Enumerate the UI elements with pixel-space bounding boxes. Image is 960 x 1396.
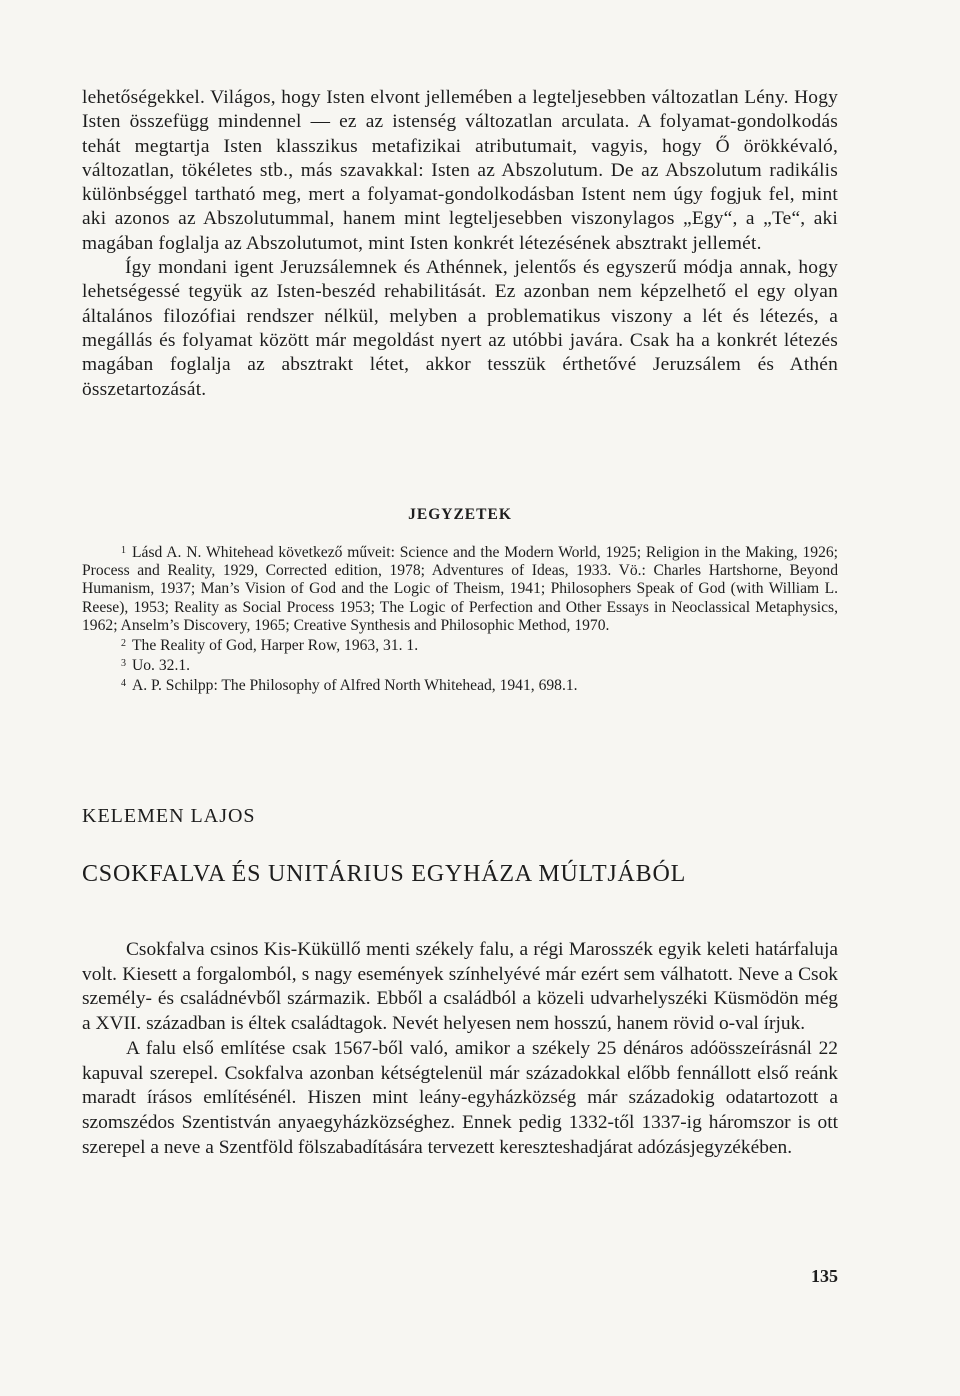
- paragraph: Így mondani igent Jeruzsálemnek és Athénnek, jelentős és egyszerű módja annak, hogy lehetségessé tegyük az Isten-beszéd rehabilitását. Ez azonban nem képzelhető el egy olyan általános filozófiai rendszer nélkül, melyben a problematikus viszony a lét és létezés, a megállás és folyamat között már megoldást nyert az utóbbi javára. Csak ha a konkrét létezés magában foglalja az absztrakt létet, akkor tesszük érthetővé Jeruzsálem és Athén összetartozását.: [82, 257, 838, 400]
- article-body: [82, 938, 838, 1160]
- top-section: [82, 86, 838, 402]
- article-title: CSOKFALVA ÉS UNITÁRIUS EGYHÁZA MÚLTJÁBÓL: [82, 861, 687, 887]
- note-item: [82, 635, 838, 655]
- note-number: 3: [121, 658, 126, 670]
- paragraph: A falu első említése csak 1567-ből való, amikor a székely 25 dénáros adóösszeírásnál 22 kapuval szerepel. Csokfalva azonban kétségtelenül már századokkal előbb fennállott első reánk maradt írásos említésénél. Hiszen mint leány-egyházközség már századokig odatartozott a szomszédos Szentistván anyaegyházközséghez. Ennek pedig 1332-től 1337-ig háromszor is ott szerepel a neve a Szentföld fölszabadítására tervezett kereszteshadjárat adózásjegyzékében.: [82, 1037, 838, 1158]
- note-number: 2: [121, 638, 126, 650]
- note-number: 4: [121, 678, 126, 690]
- note-number: 1: [121, 545, 126, 556]
- note-item: [82, 542, 838, 635]
- note-text: Lásd A. N. Whitehead következő műveit: Science and the Modern World, 1925; Religion in the Making, 1926; Process and Reality, 1929, Corrected edition, 1978; Adventures of Ideas, 1933. Vö.: Charles Hartshorne, Beyond Humanism, 1937; Man’s Vision of God and the Logic of Theism, 1941; Philosophers Speak of God (with William L. Reese), 1953; Reality as Social Process 1953; The Logic of Perfection and Other Essays in Neoclassical Metaphysics, 1962; Anselm’s Discovery, 1965; Creative Synthesis and Philosophic Method, 1970.: [82, 544, 838, 634]
- paragraph: lehetőségekkel. Világos, hogy Isten elvont jellemében a legteljesebben változatlan Lény. Hogy Isten összefügg mindennel — ez az istenség változatlan arculata. A folyamat-gondolkodás tehát megtartja Isten klasszikus metafizikai atributumait, vagyis, hogy Ő örökkévaló, változatlan, tökéletes stb., más szavakkal: Isten az Abszolutum. De az Abszolutum radikális különbséggel tartható meg, mert a folyamat-gondolkodásban Istent nem úgy fogjuk fel, mint aki azonos az Abszolutummal, hanem mint legteljesebben viszonylagos „Egy“, a „Te“, aki magában foglalja az Abszolutumot, mint Isten konkrét létezésének absztrakt jellemét.: [82, 87, 838, 254]
- notes-heading: JEGYZETEK: [408, 506, 512, 523]
- page: [82, 86, 838, 1286]
- note-text: Uo. 32.1.: [132, 657, 191, 675]
- note-item: [82, 655, 838, 675]
- paragraph: Csokfalva csinos Kis-Küküllő menti székely falu, a régi Marosszék egyik keleti határfaluja volt. Kiesett a forgalomból, s nagy események színhelyévé már ezért sem válhatott. Neve a Csok személy- és családnévből származik. Ebből a családból a közeli udvarhelyszéki Küsmödön még a XVII. században is éltek családtagok. Nevét helyesen nem hosszú, hanem rövid o-val írjuk.: [82, 939, 838, 1035]
- article-author: KELEMEN LAJOS: [82, 805, 256, 827]
- note-text: A. P. Schilpp: The Philosophy of Alfred North Whitehead, 1941, 698.1.: [132, 677, 578, 695]
- note-text: The Reality of God, Harper Row, 1963, 31. 1.: [132, 637, 419, 655]
- note-item: [82, 675, 838, 695]
- page-number: 135: [811, 1266, 838, 1286]
- notes-list: [82, 542, 838, 696]
